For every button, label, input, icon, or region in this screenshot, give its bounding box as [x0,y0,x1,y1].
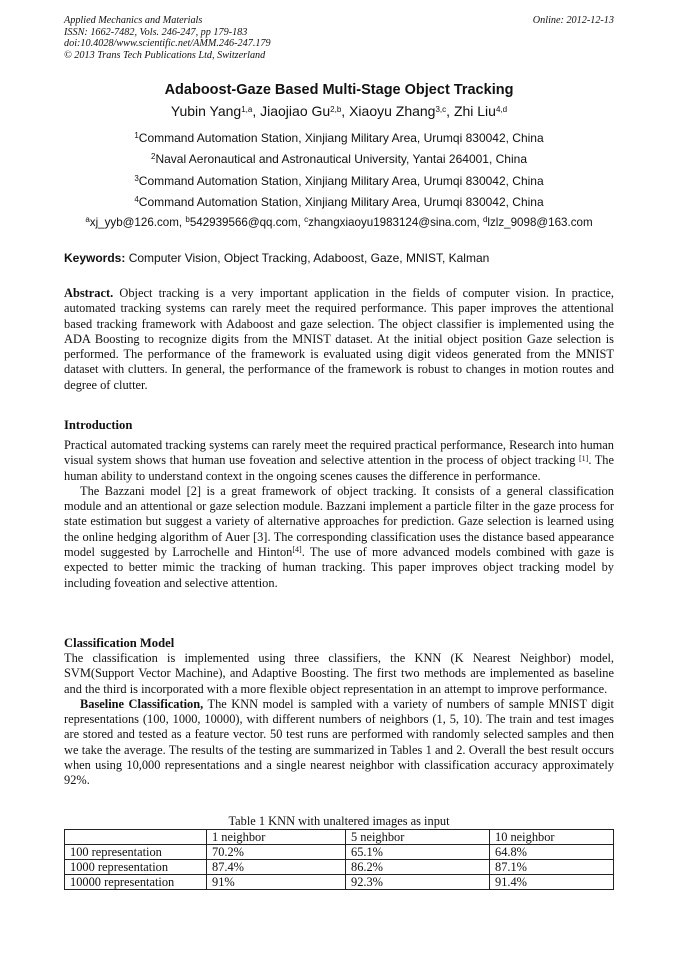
affiliation-text: Command Automation Station, Xinjiang Military Area, Urumqi 830042, China [138,131,544,145]
table-cell: 86.2% [346,860,490,875]
citation-ref: [4] [292,545,302,555]
affiliation [64,195,614,209]
classification-body [64,651,614,789]
journal-name: Applied Mechanics and Materials [64,15,203,26]
author-sup: 4,d [495,105,508,115]
table-cell: 87.1% [490,860,614,875]
abstract-label: Abstract. [64,286,114,300]
author-name: Zhi Liu [453,103,496,119]
intro-text: . The use of more advanced models combined with gaze is expected to better mimic the tracking of human tracking. This paper improves object tracking model by including foveation and selective attention. [64,545,614,590]
author-name: Jiaojiao Gu [260,103,331,119]
table-cell: 92.3% [346,875,490,890]
table-cell: 64.8% [490,845,614,860]
affiliation-sup: 4 [134,195,139,205]
email-address: zhangxiaoyu1983124@sina.com [308,216,477,229]
table-cell: 87.4% [207,860,346,875]
journal-header [64,15,614,61]
affiliation-sup: 3 [134,174,139,184]
author-list: Yubin Yang$^{1,a}$, Jiaojiao Gu$^{2,b}$, Xiaoyu Zhang$^{3,c}$, Zhi Liu$^{4,d}$ [170,103,508,119]
citation-ref: [1] [578,453,589,463]
author-sup: 1,a [241,105,253,115]
email-address: lzlz_9098@163.com [487,216,593,229]
baseline-text: The KNN model is sampled with a variety of numbers of sample MNIST digit representations (100, 1000, 10000), with different numbers of neighbors (1, 5, 10). The train and test images are stored and tested as a feature vector. 50 test runs are performed with randomly selected samples and then we take the average. The results of the testing are summarized in Tables 1 and 2. Overall the best result occurs when using 10,000 representations and a single nearest neighbor with classification accuracy approximately 92%. [64,696,614,788]
email-sup: a [85,215,90,225]
journal-copyright: © 2013 Trans Tech Publications Ltd, Switzerland [64,49,266,61]
author-sup: 3,c [435,105,447,115]
table-caption: Table 1 KNN with unaltered images as input [228,814,450,828]
knn-table [64,829,614,890]
journal-issn: ISSN: 1662-7482, Vols. 246-247, pp 179-183 [64,26,248,38]
intro-text: Practical automated tracking systems can rarely meet the required practical performance, Research into human visual system shows that human use foveation and selective attention in the process of object tracking [64,438,614,468]
author-name: Yubin Yang [170,103,242,119]
table-row [65,860,614,875]
intro-text: The Bazzani model [2] is a great framework of object tracking. It consists of a general classification module and an attentional or gaze selection module. Bazzani implement a particle filter in the gaze process for state estimation but suggest a variety of alternative approaches for prediction. Gaze selection is learned using the online hedging algorithm of Auer [3]. The corresponding classification uses the distance based appearance model suggested by Larrochelle and Hinton [64,483,614,560]
table-header-cell: 5 neighbor [346,830,490,845]
keywords-text: Computer Vision, Object Tracking, Adaboost, Gaze, MNIST, Kalman [128,251,490,265]
affiliation-text: Command Automation Station, Xinjiang Military Area, Urumqi 830042, China [138,195,544,209]
email-sup: d [482,215,488,225]
online-date: Online: 2012-12-13 [532,15,614,26]
email-address: 542939566@qq.com [189,216,298,229]
affiliation-sup: 1 [134,131,139,141]
email-sup: c [304,215,309,225]
keywords-label: Keywords: [64,251,126,265]
table-header-row [65,830,614,845]
affiliation [64,131,614,145]
email-sup: b [185,215,190,225]
table-cell: 1000 representation [65,860,207,875]
email-address: xj_yyb@126.com [89,216,179,229]
affiliation-text: Naval Aeronautical and Astronautical University, Yantai 264001, China [155,152,527,166]
author-sup: 2,b [330,105,342,115]
affiliation-text: Command Automation Station, Xinjiang Military Area, Urumqi 830042, China [138,174,544,188]
table-row [65,875,614,890]
baseline-label: Baseline Classification, [80,696,204,711]
introduction-body [64,438,614,591]
classification-paragraph [64,697,614,789]
table-cell: 10000 representation [65,875,207,890]
affiliation [64,174,614,188]
email-list: $^a$xj_yyb@126.com, $^b$542939566@qq.com, $^c$zhangxiaoyu1983124@sina.com, $^d$lzlz_9098@163.com [85,215,593,229]
abstract-text: Object tracking is a very important application in the fields of computer vision. In practice, automated tracking systems can rarely meet the required performance. This paper improves the attentional based tracking framework with Adaboost and gaze selection. The object classifier is implemented using the ADA Boosting to recognize digits from the MNIST dataset. At the initial object position Gaze selection is performed. The performance of the framework is evaluated using digit videos generated from the MNIST dataset with clutters. In general, the performance of the framework is robust to changes in motion routes and degree of clutter. [64,286,614,392]
affiliation [64,152,614,166]
introduction-paragraph [64,484,614,591]
classification-paragraph: The classification is implemented using three classifiers, the KNN (K Nearest Neighbor) model, SVM(Support Vector Machine), and Adaptive Boosting. The first two methods are implemented as baseline and the third is incorporated with a more flexible object representation in an attempt to improve performance. [64,651,614,696]
table-row [65,845,614,860]
author-name: Xiaoyu Zhang [349,103,436,119]
paper-title: Adaboost-Gaze Based Multi-Stage Object Tracking [164,82,514,98]
intro-text: . The human ability to understand context in the ongoing scenes causes the difference in performance. [64,453,614,483]
introduction-heading: Introduction [64,418,133,432]
table-header-cell: 10 neighbor [490,830,614,845]
table-cell: 91.4% [490,875,614,890]
table-header-cell [65,830,207,845]
journal-doi: doi:10.4028/www.scientific.net/AMM.246-247.179 [64,38,271,50]
affiliation-sup: 2 [150,152,156,162]
table-cell: 65.1% [346,845,490,860]
table-cell: 91% [207,875,346,890]
introduction-paragraph [64,438,614,484]
table-header-cell: 1 neighbor [207,830,346,845]
abstract [64,286,614,393]
classification-heading: Classification Model [64,636,175,650]
table-cell: 70.2% [207,845,346,860]
keywords [64,251,614,265]
table-cell: 100 representation [65,845,207,860]
